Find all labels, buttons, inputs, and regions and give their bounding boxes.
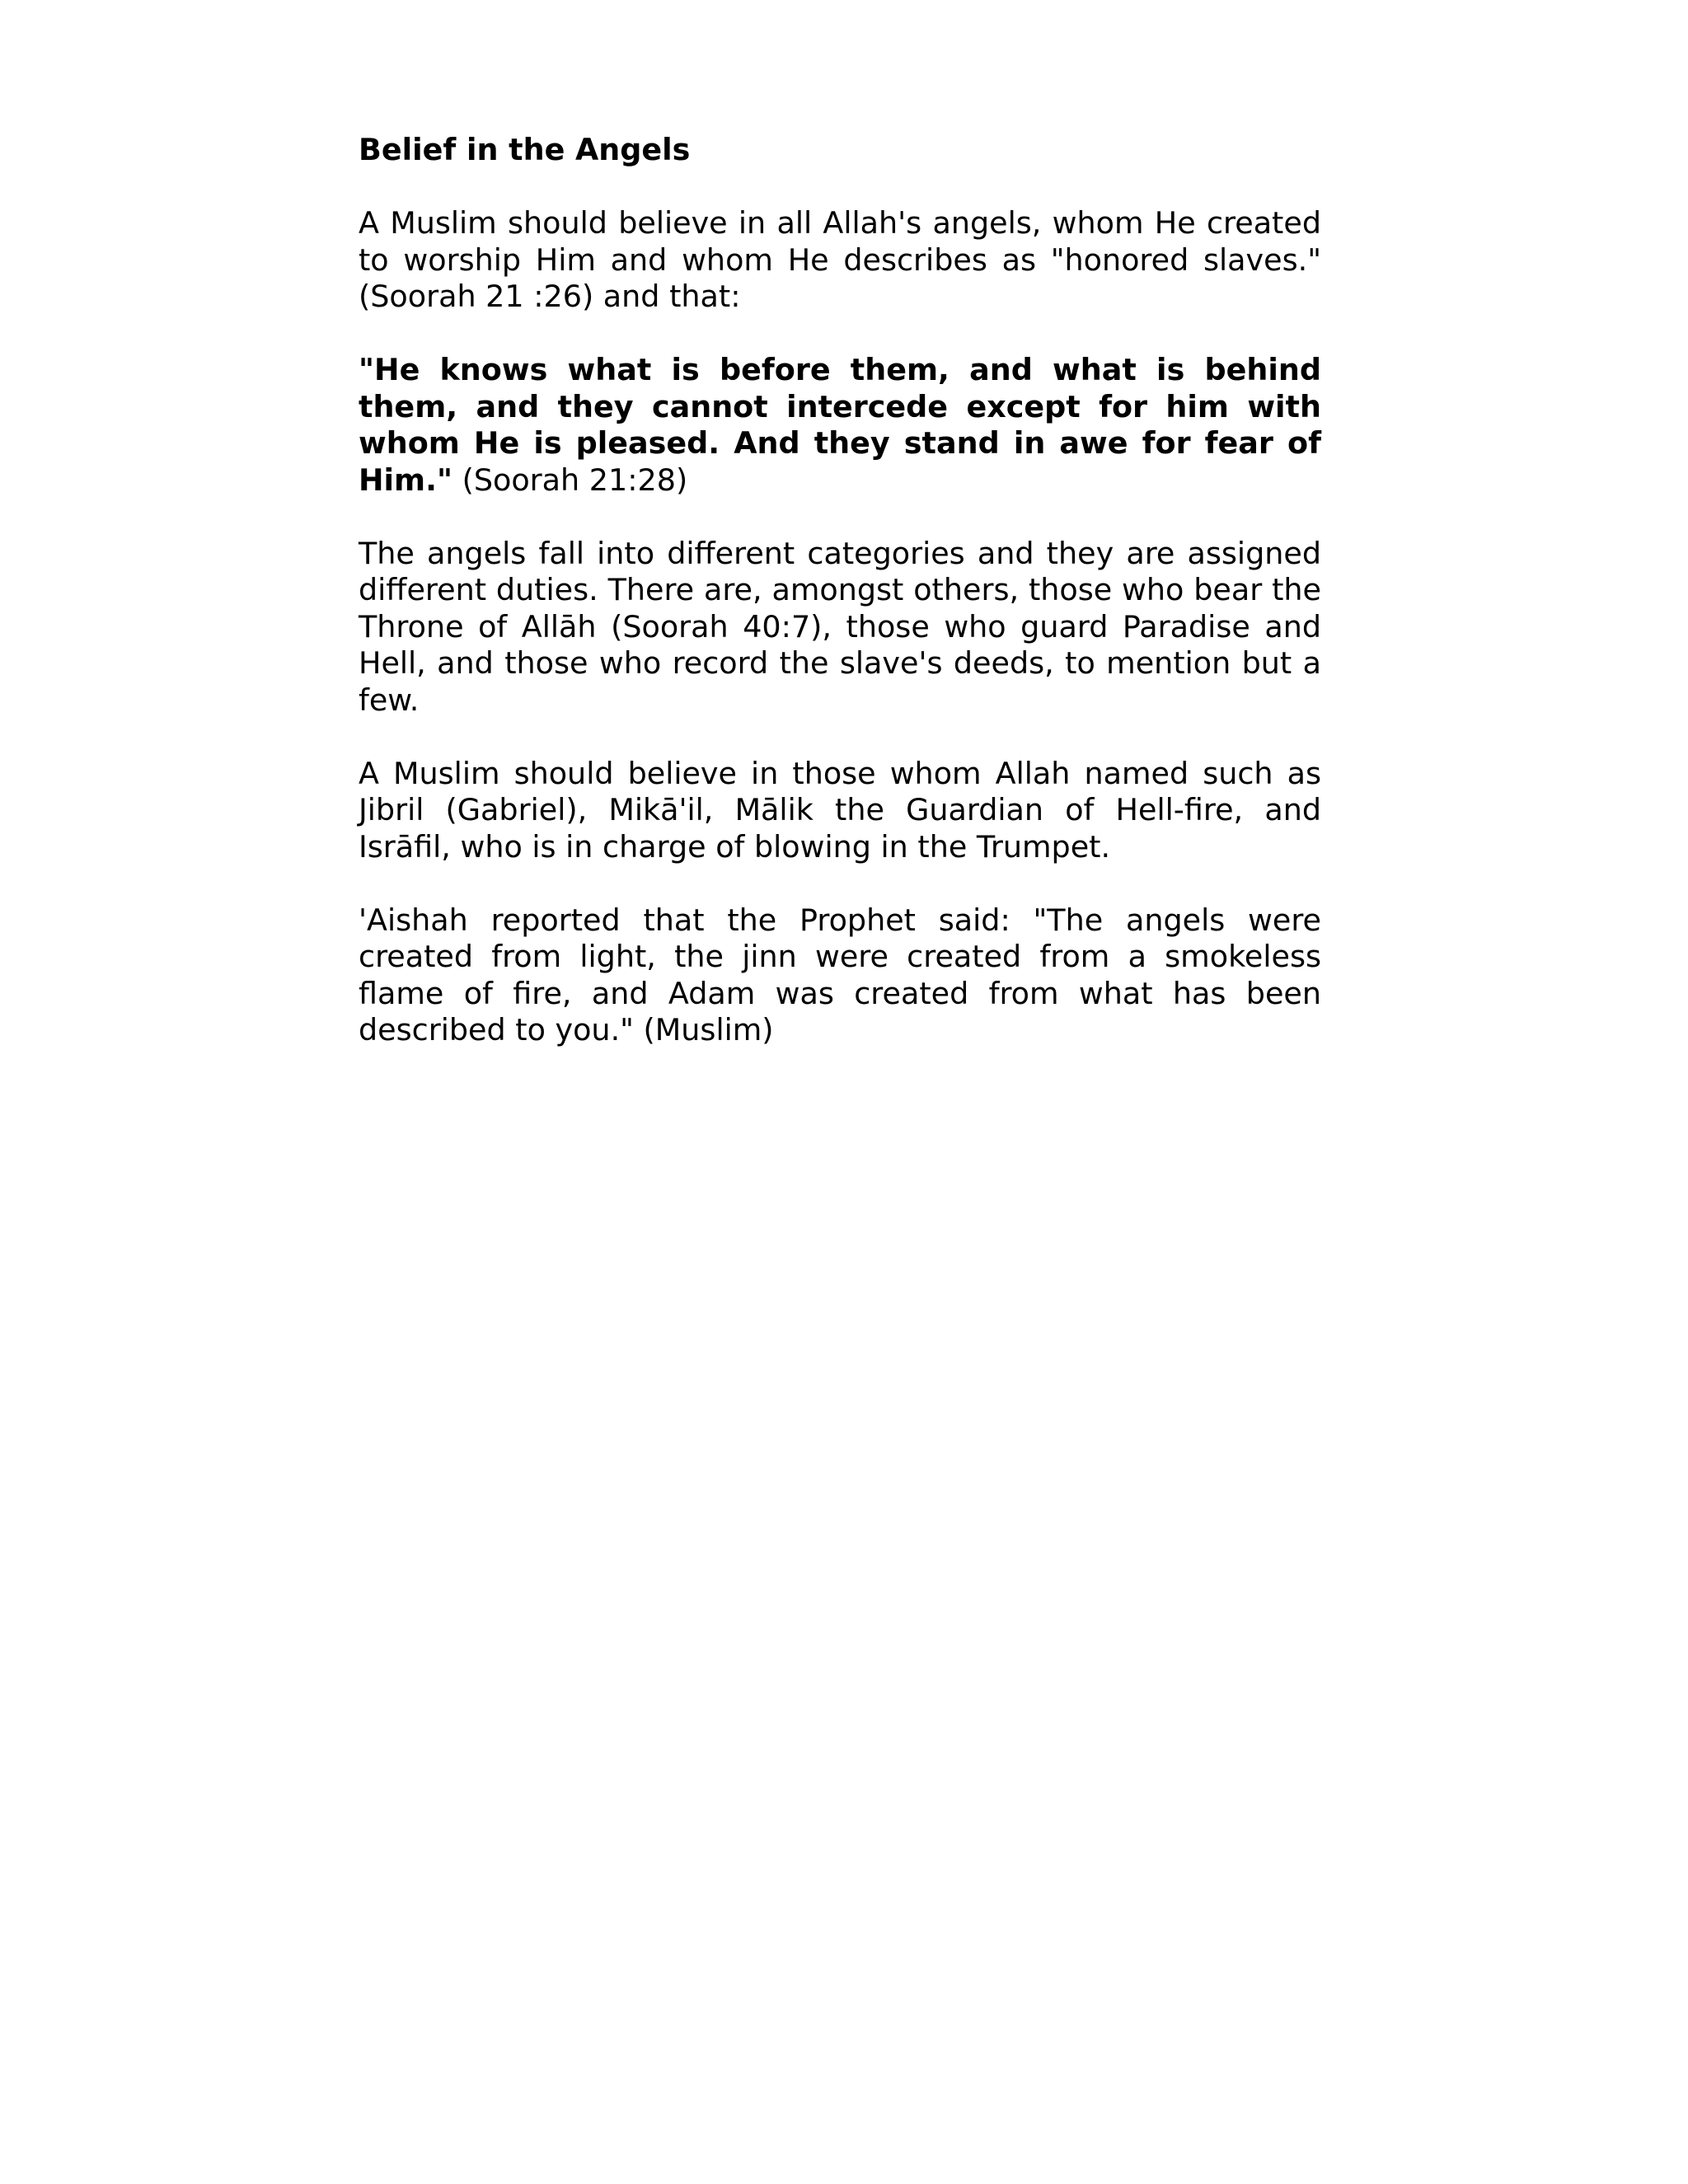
paragraph-angel-categories: The angels fall into different categories and they are assigned different duties. There are, amongst others, those who bear the Throne of Allāh (Soorah 40:7), those who guard Paradise and Hell, and those who record the slave's deeds, to mention but a few. — [359, 535, 1321, 718]
document-page — [359, 132, 1321, 1085]
quran-quote-reference: (Soorah 21:28) — [452, 462, 688, 498]
paragraph-hadith: 'Aishah reported that the Prophet said: "The angels were created from light, the jinn were created from a smokeless flame of fire, and Adam was created from what has been described to you." (Muslim) — [359, 902, 1321, 1047]
section-heading: Belief in the Angels — [359, 132, 691, 167]
paragraph-named-angels: A Muslim should believe in those whom Allah named such as Jibril (Gabriel), Mikā'il, Mālik the Guardian of Hell-fire, and Isrāfil, who is in charge of blowing in the Trumpet. — [359, 755, 1321, 865]
quran-quote-text: "He knows what is before them, and what is behind them, and they cannot intercede except for him with whom He is pleased. And they stand in awe for fear of Him." — [359, 352, 1321, 498]
paragraph-belief-intro: A Muslim should believe in all Allah's angels, whom He created to worship Him and whom He describes as "honored slaves." (Soorah 21 :26) and that: — [359, 205, 1321, 314]
quran-quote-paragraph — [359, 352, 1321, 499]
